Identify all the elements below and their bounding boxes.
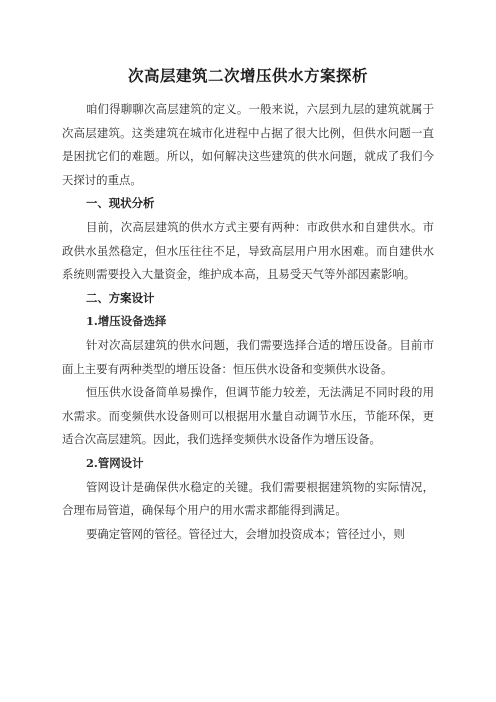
document-title: 次高层建筑二次增压供水方案探析 — [127, 67, 368, 85]
section-heading-design: 二、方案设计 — [86, 290, 155, 305]
equipment-paragraph-2: 恒压供水设备简单易操作，但调节能力较差，无法满足不同时段的用水需求。而变频供水设备则可以根据用水量自动调节水压，节能环保，更适合次高层建筑。因此，我们选择变频供水设备作为增压设备。 — [62, 385, 434, 447]
section-heading-status: 一、现状分析 — [86, 196, 155, 211]
status-paragraph: 目前，次高层建筑的供水方式主要有两种：市政供水和自建供水。市政供水虽然稳定，但水压往往不足，导致高层用户用水困难。而自建供水系统则需要投入大量资金，维护成本高，且易受天气等外部因素影响。 — [62, 219, 434, 282]
intro-paragraph: 咱们得聊聊次高层建筑的定义。一般来说，六层到九层的建筑就属于次高层建筑。这类建筑在城市化进程中占据了很大比例，但供水问题一直是困扰它们的难题。所以，如何解决这些建筑的供水问题，就成了我们今天探讨的重点。 — [62, 102, 434, 187]
pipe-paragraph-2: 要确定管网的管径。管径过大，会增加投资成本；管径过小，则 — [85, 526, 405, 541]
subheading-equipment: 1.增压设备选择 — [86, 314, 167, 329]
pipe-paragraph-1: 管网设计是确保供水稳定的关键。我们需要根据建筑物的实际情况，合理布局管道，确保每个用户的用水需求都能得到满足。 — [62, 479, 434, 518]
equipment-paragraph-1: 针对次高层建筑的供水问题，我们需要选择合适的增压设备。目前市面上主要有两种类型的增压设备：恒压供水设备和变频供水设备。 — [62, 337, 434, 376]
subheading-pipe-network: 2.管网设计 — [86, 455, 144, 470]
